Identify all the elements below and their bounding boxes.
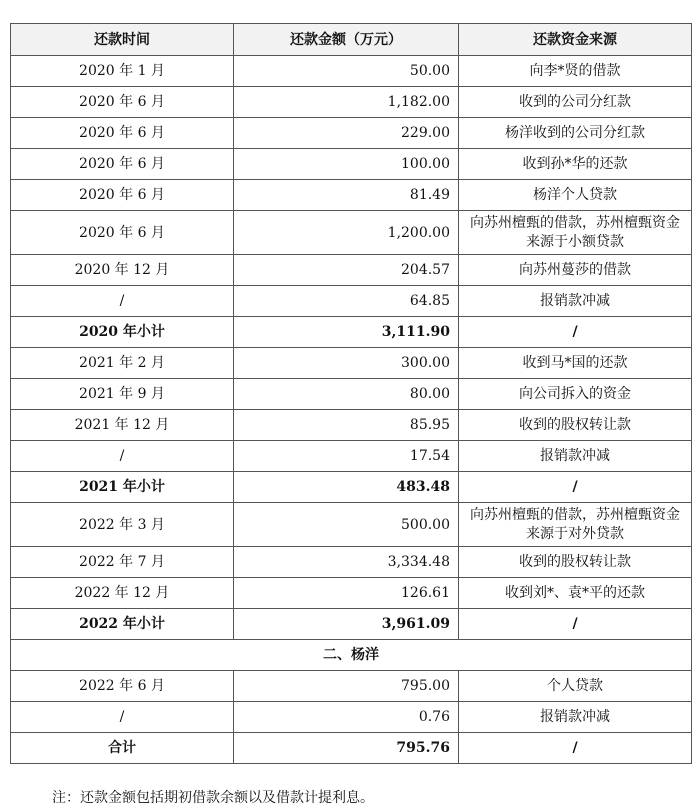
time-cell: 2022 年 7 月	[11, 547, 234, 578]
table-row	[11, 56, 692, 87]
amount-cell: 204.57	[234, 255, 459, 286]
header-source: 还款资金来源	[459, 24, 692, 56]
source-cell: 向苏州蔓莎的借款	[459, 255, 692, 286]
table-row	[11, 410, 692, 441]
amount-cell: 1,182.00	[234, 87, 459, 118]
source-cell: 向苏州檀甄的借款，苏州檀甄资金来源于对外贷款	[459, 503, 692, 547]
table-row	[11, 503, 692, 547]
source-cell: 个人贷款	[459, 671, 692, 702]
time-cell: 2021 年 2 月	[11, 348, 234, 379]
table-row	[11, 671, 692, 702]
time-cell: 合计	[11, 733, 234, 764]
section-row	[11, 640, 692, 671]
section-title: 二、杨洋	[11, 640, 692, 671]
source-cell: 收到的股权转让款	[459, 547, 692, 578]
source-cell: 收到刘*、袁*平的还款	[459, 578, 692, 609]
time-cell: 2020 年 6 月	[11, 180, 234, 211]
source-cell: 收到孙*华的还款	[459, 149, 692, 180]
table-row	[11, 211, 692, 255]
table-row	[11, 578, 692, 609]
table-row	[11, 255, 692, 286]
amount-cell: 229.00	[234, 118, 459, 149]
table-row	[11, 118, 692, 149]
source-cell: 收到的股权转让款	[459, 410, 692, 441]
source-cell: 报销款冲减	[459, 286, 692, 317]
time-cell: 2022 年 12 月	[11, 578, 234, 609]
amount-cell: 17.54	[234, 441, 459, 472]
source-cell: 报销款冲减	[459, 702, 692, 733]
table-row	[11, 547, 692, 578]
amount-cell: 64.85	[234, 286, 459, 317]
table-row	[11, 441, 692, 472]
time-cell: 2020 年小计	[11, 317, 234, 348]
time-cell: 2021 年 12 月	[11, 410, 234, 441]
time-cell: 2022 年小计	[11, 609, 234, 640]
time-cell: 2021 年小计	[11, 472, 234, 503]
amount-cell: 795.76	[234, 733, 459, 764]
time-cell: 2020 年 6 月	[11, 211, 234, 255]
amount-cell: 85.95	[234, 410, 459, 441]
time-cell: /	[11, 286, 234, 317]
source-cell: 杨洋个人贷款	[459, 180, 692, 211]
table-row	[11, 149, 692, 180]
source-cell: 收到马*国的还款	[459, 348, 692, 379]
amount-cell: 50.00	[234, 56, 459, 87]
amount-cell: 300.00	[234, 348, 459, 379]
source-cell: /	[459, 609, 692, 640]
table-row	[11, 702, 692, 733]
subtotal-row	[11, 609, 692, 640]
source-cell: /	[459, 733, 692, 764]
header-row	[11, 24, 692, 56]
table-row	[11, 348, 692, 379]
source-cell: 向李*贤的借款	[459, 56, 692, 87]
repayment-table	[10, 23, 692, 764]
table-row	[11, 286, 692, 317]
footnote: 注：还款金额包括期初借款余额以及借款计提利息。	[52, 790, 374, 806]
time-cell: 2020 年 6 月	[11, 149, 234, 180]
time-cell: 2020 年 1 月	[11, 56, 234, 87]
amount-cell: 80.00	[234, 379, 459, 410]
amount-cell: 3,334.48	[234, 547, 459, 578]
amount-cell: 483.48	[234, 472, 459, 503]
time-cell: /	[11, 702, 234, 733]
time-cell: 2022 年 6 月	[11, 671, 234, 702]
source-cell: 收到的公司分红款	[459, 87, 692, 118]
source-cell: 向公司拆入的资金	[459, 379, 692, 410]
subtotal-row	[11, 733, 692, 764]
amount-cell: 3,961.09	[234, 609, 459, 640]
amount-cell: 0.76	[234, 702, 459, 733]
subtotal-row	[11, 317, 692, 348]
amount-cell: 3,111.90	[234, 317, 459, 348]
source-cell: 报销款冲减	[459, 441, 692, 472]
amount-cell: 795.00	[234, 671, 459, 702]
time-cell: /	[11, 441, 234, 472]
source-cell: /	[459, 317, 692, 348]
time-cell: 2020 年 6 月	[11, 118, 234, 149]
table-row	[11, 87, 692, 118]
header-time: 还款时间	[11, 24, 234, 56]
amount-cell: 1,200.00	[234, 211, 459, 255]
subtotal-row	[11, 472, 692, 503]
time-cell: 2021 年 9 月	[11, 379, 234, 410]
time-cell: 2020 年 6 月	[11, 87, 234, 118]
table-row	[11, 379, 692, 410]
amount-cell: 81.49	[234, 180, 459, 211]
amount-cell: 100.00	[234, 149, 459, 180]
amount-cell: 126.61	[234, 578, 459, 609]
source-cell: 杨洋收到的公司分红款	[459, 118, 692, 149]
source-cell: /	[459, 472, 692, 503]
time-cell: 2020 年 12 月	[11, 255, 234, 286]
header-amount: 还款金额（万元）	[234, 24, 459, 56]
source-cell: 向苏州檀甄的借款，苏州檀甄资金来源于小额贷款	[459, 211, 692, 255]
time-cell: 2022 年 3 月	[11, 503, 234, 547]
table-row	[11, 180, 692, 211]
amount-cell: 500.00	[234, 503, 459, 547]
